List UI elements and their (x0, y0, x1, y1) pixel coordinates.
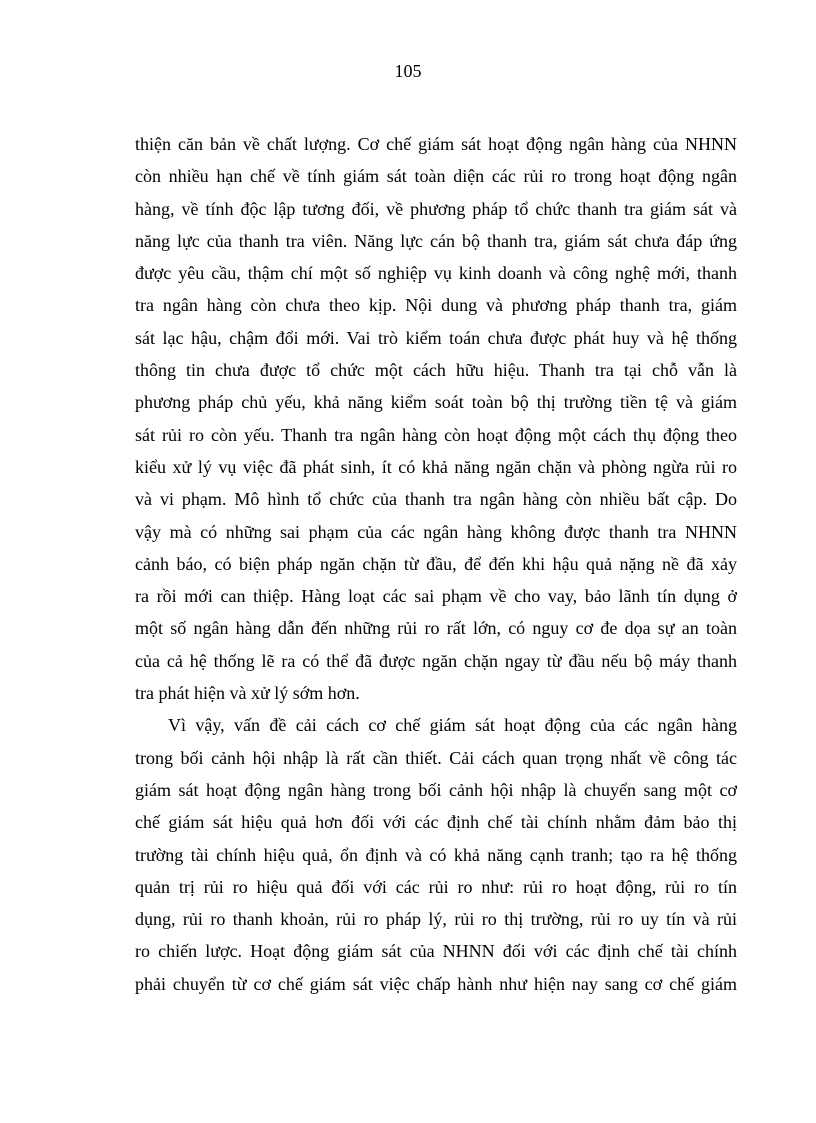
text-line: dụng, rủi ro thanh khoản, rủi ro pháp lý, rủi ro thị trường, rủi ro uy tín và rủi (135, 909, 737, 930)
text-line: Vì vậy, vấn đề cải cách cơ chế giám sát hoạt động của các ngân hàng (168, 715, 737, 736)
text-line: thiện căn bản về chất lượng. Cơ chế giám sát hoạt động ngân hàng của NHNN (135, 134, 737, 154)
text-line: kiểu xử lý vụ việc đã phát sinh, ít có khả năng ngăn chặn và phòng ngừa rủi ro (135, 456, 737, 477)
text-line: tra phát hiện và xử lý sớm hơn. (135, 683, 360, 704)
text-line: quản trị rủi ro hiệu quả đối với các rủi ro như: rủi ro hoạt động, rủi ro tín (135, 876, 737, 897)
text-line: sát rủi ro còn yếu. Thanh tra ngân hàng còn hoạt động một cách thụ động theo (135, 424, 737, 445)
text-line: còn nhiều hạn chế về tính giám sát toàn diện các rủi ro trong hoạt động ngân (135, 166, 737, 187)
document-body (135, 128, 737, 1000)
text-line: một số ngân hàng dẫn đến những rủi ro rất lớn, có nguy cơ đe dọa sự an toàn (135, 618, 737, 639)
text-line: trường tài chính hiệu quả, ổn định và có khả năng cạnh tranh; tạo ra hệ thống (135, 844, 737, 865)
text-line: và vi phạm. Mô hình tổ chức của thanh tra ngân hàng còn nhiều bất cập. Do (135, 489, 737, 510)
text-line: cảnh báo, có biện pháp ngăn chặn từ đầu, để đến khi hậu quả nặng nề đã xảy (135, 553, 737, 574)
text-line: năng lực của thanh tra viên. Năng lực cán bộ thanh tra, giám sát chưa đáp ứng (135, 230, 737, 251)
text-line: sát lạc hậu, chậm đổi mới. Vai trò kiểm toán chưa được phát huy và hệ thống (135, 327, 737, 348)
text-line: hàng, về tính độc lập tương đối, về phương pháp tổ chức thanh tra giám sát và (135, 198, 737, 219)
text-line: vậy mà có những sai phạm của các ngân hàng không được thanh tra NHNN (135, 521, 737, 542)
text-line: của cả hệ thống lẽ ra có thể đã được ngăn chặn ngay từ đầu nếu bộ máy thanh (135, 650, 737, 671)
text-line: chế giám sát hiệu quả hơn đối với các định chế tài chính nhằm đảm bảo thị (135, 812, 737, 833)
text-line: ra rồi mới can thiệp. Hàng loạt các sai phạm về cho vay, bảo lãnh tín dụng ở (135, 586, 737, 607)
text-line: phải chuyển từ cơ chế giám sát việc chấp hành như hiện nay sang cơ chế giám (135, 973, 737, 994)
text-line: giám sát hoạt động ngân hàng trong bối cảnh hội nhập là chuyển sang một cơ (135, 779, 737, 800)
text-line: tra ngân hàng còn chưa theo kịp. Nội dung và phương pháp thanh tra, giám (135, 295, 737, 316)
text-line: trong bối cảnh hội nhập là rất cần thiết. Cải cách quan trọng nhất về công tác (135, 747, 737, 768)
text-line: thông tin chưa được tổ chức một cách hữu hiệu. Thanh tra tại chỗ vẫn là (135, 360, 737, 381)
page-number: 105 (394, 61, 422, 81)
text-line: phương pháp chủ yếu, khả năng kiểm soát toàn bộ thị trường tiền tệ và giám (135, 392, 737, 413)
text-line: được yêu cầu, thậm chí một số nghiệp vụ kinh doanh và công nghệ mới, thanh (135, 263, 737, 284)
text-line: ro chiến lược. Hoạt động giám sát của NHNN đối với các định chế tài chính (135, 941, 737, 962)
